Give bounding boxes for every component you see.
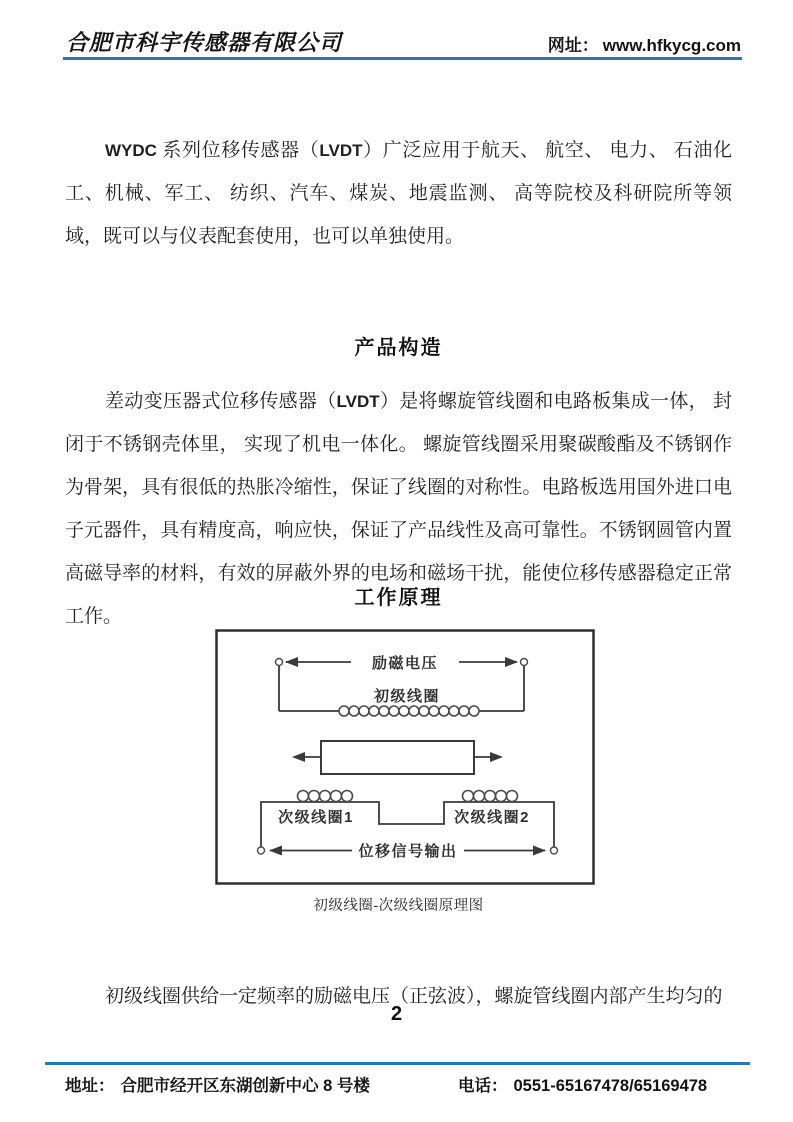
phone-label: 电话： xyxy=(458,1077,508,1095)
website-url: www.hfkycg.com xyxy=(602,36,741,55)
intro-lvdt: LVDT xyxy=(319,141,363,160)
intro-paragraph xyxy=(65,129,732,258)
principle-paragraph: 初级线圈供给一定频率的励磁电压（正弦波），螺旋管线圈内部产生均匀的 xyxy=(105,986,723,1007)
website-label: 网址： xyxy=(547,36,599,55)
terminal-top-right xyxy=(521,659,528,666)
company-name: 合肥市科宇传感器有限公司 xyxy=(66,30,343,55)
secondary-coil-1-label: 次级线圈1 xyxy=(278,809,354,826)
intro-seg-1: 系列位移传感器（ xyxy=(156,140,320,161)
section-title-principle: 工作原理 xyxy=(354,587,443,609)
core-box xyxy=(321,741,474,774)
construction-lvdt: LVDT xyxy=(336,392,380,411)
phone-value: 0551-65167478/65169478 xyxy=(513,1077,708,1095)
address-label: 地址： xyxy=(65,1077,115,1095)
output-signal-label: 位移信号输出 xyxy=(358,843,458,860)
construction-seg-2: ）是将螺旋管线圈和电路板集成一体， 封闭于不锈钢壳体里， 实现了机电一体化。 螺旋管线圈采用聚碳酸酯及不锈钢作为骨架，具有很低的热胀冷缩性，保证了线圈的对称性。电路板选用国外进口电子元器件，具有精度高，响应快，保证了产品线性及高可靠性。不锈钢圆管内置高磁导率的材料，有效的屏蔽外界的电场和磁场干扰，能使位移传感器稳定正常工作。 xyxy=(65,391,732,627)
footer-phone xyxy=(458,1072,707,1096)
excitation-voltage-label: 励磁电压 xyxy=(371,655,439,672)
address-value: 合肥市经开区东湖创新中心 8 号楼 xyxy=(120,1077,370,1095)
secondary-coil-2-label: 次级线圈2 xyxy=(454,809,530,826)
secondary-coil-1-icon xyxy=(298,791,353,802)
terminal-bottom-left xyxy=(258,847,265,854)
terminal-top-left xyxy=(276,659,283,666)
website xyxy=(548,31,741,56)
diagram-caption: 初级线圈-次级线圈原理图 xyxy=(313,898,484,914)
header-rule xyxy=(63,57,742,60)
intro-seg-2: ）广泛应用于航天、 航空、 电力、 石油化工、机械、军工、 纺织、汽车、煤炭、地震监测、 高等院校及科研院所等领域，既可以与仪表配套使用，也可以单独使用。 xyxy=(65,140,732,247)
lvdt-principle-diagram xyxy=(215,629,595,885)
intro-wydc: WYDC xyxy=(105,141,157,160)
section-title-construction: 产品构造 xyxy=(354,337,443,359)
footer-rule xyxy=(45,1062,750,1065)
page-number: 2 xyxy=(390,1003,403,1025)
construction-seg-1: 差动变压器式位移传感器（ xyxy=(105,391,337,412)
primary-coil-label: 初级线圈 xyxy=(373,688,441,705)
footer-address xyxy=(65,1072,370,1096)
secondary-coil-2-icon xyxy=(463,791,518,802)
terminal-bottom-right xyxy=(551,847,558,854)
